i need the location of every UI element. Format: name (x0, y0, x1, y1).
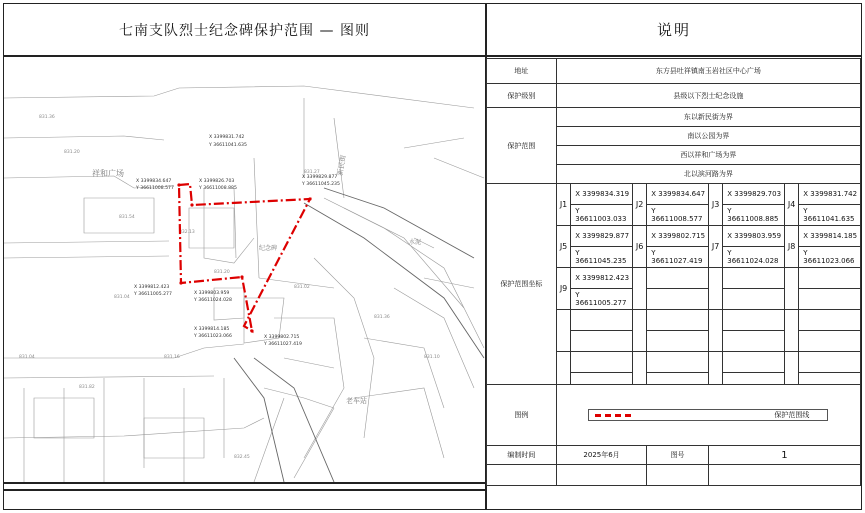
svg-text:X 3399834.647: X 3399834.647 (136, 179, 172, 184)
svg-text:X 3399829.877: X 3399829.877 (302, 175, 338, 180)
svg-text:831.10: 831.10 (424, 355, 440, 360)
coord-id: J8 (784, 226, 798, 268)
site-map (4, 58, 485, 482)
header-divider (3, 55, 862, 57)
coord-id: J1 (556, 184, 570, 226)
coord-x: X 3399814.185 (799, 226, 861, 247)
protection-boundary (179, 184, 310, 331)
empty-cell (571, 310, 633, 331)
svg-text:832.45: 832.45 (234, 455, 250, 460)
empty-cell (723, 268, 785, 289)
address-value: 东方县吐祥镇南玉岩社区中心广场 (556, 59, 860, 84)
legend-cell (556, 385, 860, 446)
empty-cell (571, 373, 633, 385)
svg-text:831.27: 831.27 (304, 170, 320, 175)
coord-y: Y 36611008.577 (647, 205, 709, 226)
empty-cell (647, 465, 709, 486)
empty-cell (708, 310, 722, 352)
empty-cell (708, 465, 860, 486)
empty-cell (647, 310, 709, 331)
coord-y: Y 36611003.033 (571, 205, 633, 226)
svg-text:X 3399814.185: X 3399814.185 (194, 327, 230, 332)
coord-id: J2 (632, 184, 646, 226)
svg-text:Y 36611023.066: Y 36611023.066 (194, 334, 232, 339)
empty-cell (723, 352, 785, 373)
svg-text:831.16: 831.16 (164, 355, 180, 360)
svg-text:831.20: 831.20 (64, 150, 80, 155)
svg-text:Y 36611008.885: Y 36611008.885 (199, 186, 237, 191)
scope-label: 保护范围 (487, 108, 557, 184)
svg-text:Y 36611041.635: Y 36611041.635 (209, 143, 247, 148)
coord-x: X 3399829.703 (723, 184, 785, 205)
coord-x: X 3399802.715 (647, 226, 709, 247)
empty-cell (799, 289, 861, 310)
empty-cell (647, 352, 709, 373)
svg-text:X 3399831.742: X 3399831.742 (209, 135, 245, 140)
empty-cell (632, 268, 646, 310)
coord-id: J3 (708, 184, 722, 226)
svg-text:831.36: 831.36 (39, 115, 55, 120)
empty-cell (632, 352, 646, 385)
coord-y: Y 36611045.235 (571, 247, 633, 268)
empty-cell (556, 310, 570, 352)
coord-id: J7 (708, 226, 722, 268)
coord-x: X 3399803.959 (723, 226, 785, 247)
empty-cell (723, 331, 785, 352)
scope-north: 北以滨河路为界 (556, 165, 860, 184)
empty-cell (799, 310, 861, 331)
empty-cell (799, 373, 861, 385)
point-callouts (133, 134, 340, 347)
water-label: 水泥 (409, 239, 422, 246)
coord-id: J5 (556, 226, 570, 268)
coord-x: X 3399829.877 (571, 226, 633, 247)
elevation-marks (19, 114, 440, 460)
empty-cell (723, 373, 785, 385)
coord-y: Y 36611027.419 (647, 247, 709, 268)
coord-y: Y 36611005.277 (571, 289, 633, 310)
monument-label: 纪念碑 (259, 245, 278, 252)
empty-cell (799, 352, 861, 373)
empty-cell (632, 310, 646, 352)
coord-x: X 3399834.319 (571, 184, 633, 205)
svg-text:X 3399812.423: X 3399812.423 (134, 285, 170, 290)
legend-box (588, 409, 828, 421)
svg-text:Y 36611045.235: Y 36611045.235 (302, 182, 340, 187)
legend-text: 保护范围线 (774, 411, 810, 419)
empty-cell (647, 373, 709, 385)
scope-east: 东以新民街为界 (556, 108, 860, 127)
svg-text:X 3399826.703: X 3399826.703 (199, 179, 235, 184)
sheet-value: 1 (708, 446, 860, 465)
date-value: 2025年6月 (556, 446, 646, 465)
empty-cell (799, 331, 861, 352)
empty-cell (571, 331, 633, 352)
svg-text:Y 36611024.028: Y 36611024.028 (194, 298, 232, 303)
empty-cell (708, 352, 722, 385)
empty-cell (723, 310, 785, 331)
sheet-label: 图号 (647, 446, 709, 465)
scope-south: 南以公园为界 (556, 127, 860, 146)
bus-station-label: 老车站 (346, 397, 367, 405)
coord-y: Y 36611008.885 (723, 205, 785, 226)
svg-text:Y 36611008.577: Y 36611008.577 (136, 186, 174, 191)
notes-title: 说明 (656, 21, 691, 39)
coord-x: X 3399834.647 (647, 184, 709, 205)
svg-text:831.04: 831.04 (19, 355, 35, 360)
empty-cell (556, 465, 646, 486)
coord-id: J6 (632, 226, 646, 268)
svg-text:X 3399803.959: X 3399803.959 (194, 291, 230, 296)
svg-text:832.13: 832.13 (179, 230, 195, 235)
empty-cell (647, 289, 709, 310)
svg-text:Y 36611005.277: Y 36611005.277 (134, 292, 172, 297)
svg-text:831.02: 831.02 (294, 285, 310, 290)
empty-cell (799, 268, 861, 289)
empty-cell (571, 352, 633, 373)
address-label: 地址 (487, 59, 557, 84)
coord-label: 保护范围坐标 (487, 184, 557, 385)
scope-west: 西以祥和广场为界 (556, 146, 860, 165)
coord-id: J4 (784, 184, 798, 226)
coord-x: X 3399831.742 (799, 184, 861, 205)
level-label: 保护级别 (487, 84, 557, 108)
svg-text:831.54: 831.54 (119, 215, 135, 220)
level-value: 县级以下烈士纪念设施 (556, 84, 860, 108)
legend-label: 图例 (487, 385, 557, 446)
map-bottom-divider (3, 482, 485, 484)
coord-y: Y 36611041.635 (799, 205, 861, 226)
coord-x: X 3399812.423 (571, 268, 633, 289)
empty-cell (647, 268, 709, 289)
coord-y: Y 36611023.066 (799, 247, 861, 268)
empty-cell (784, 310, 798, 352)
empty-cell (487, 465, 557, 486)
date-label: 编制时间 (487, 446, 557, 465)
info-table (486, 58, 861, 486)
empty-cell (723, 289, 785, 310)
legend-boundary-swatch (595, 414, 631, 417)
empty-cell (708, 268, 722, 310)
page-title: 七南支队烈士纪念碑保护范围 — 图则 (119, 22, 370, 39)
svg-text:831.04: 831.04 (114, 295, 130, 300)
svg-text:831.82: 831.82 (79, 385, 95, 390)
coord-id: J9 (556, 268, 570, 310)
svg-text:X 3399802.715: X 3399802.715 (264, 335, 300, 340)
empty-cell (647, 331, 709, 352)
footer-divider-left (3, 489, 485, 491)
svg-text:Y 36611027.419: Y 36611027.419 (264, 342, 302, 347)
coord-y: Y 36611024.028 (723, 247, 785, 268)
square-label: 祥和广场 (92, 169, 124, 178)
svg-text:831.20: 831.20 (214, 270, 230, 275)
empty-cell (784, 352, 798, 385)
empty-cell (556, 352, 570, 385)
svg-text:831.36: 831.36 (374, 315, 390, 320)
empty-cell (784, 268, 798, 310)
road-label: 新民街 (336, 154, 348, 177)
